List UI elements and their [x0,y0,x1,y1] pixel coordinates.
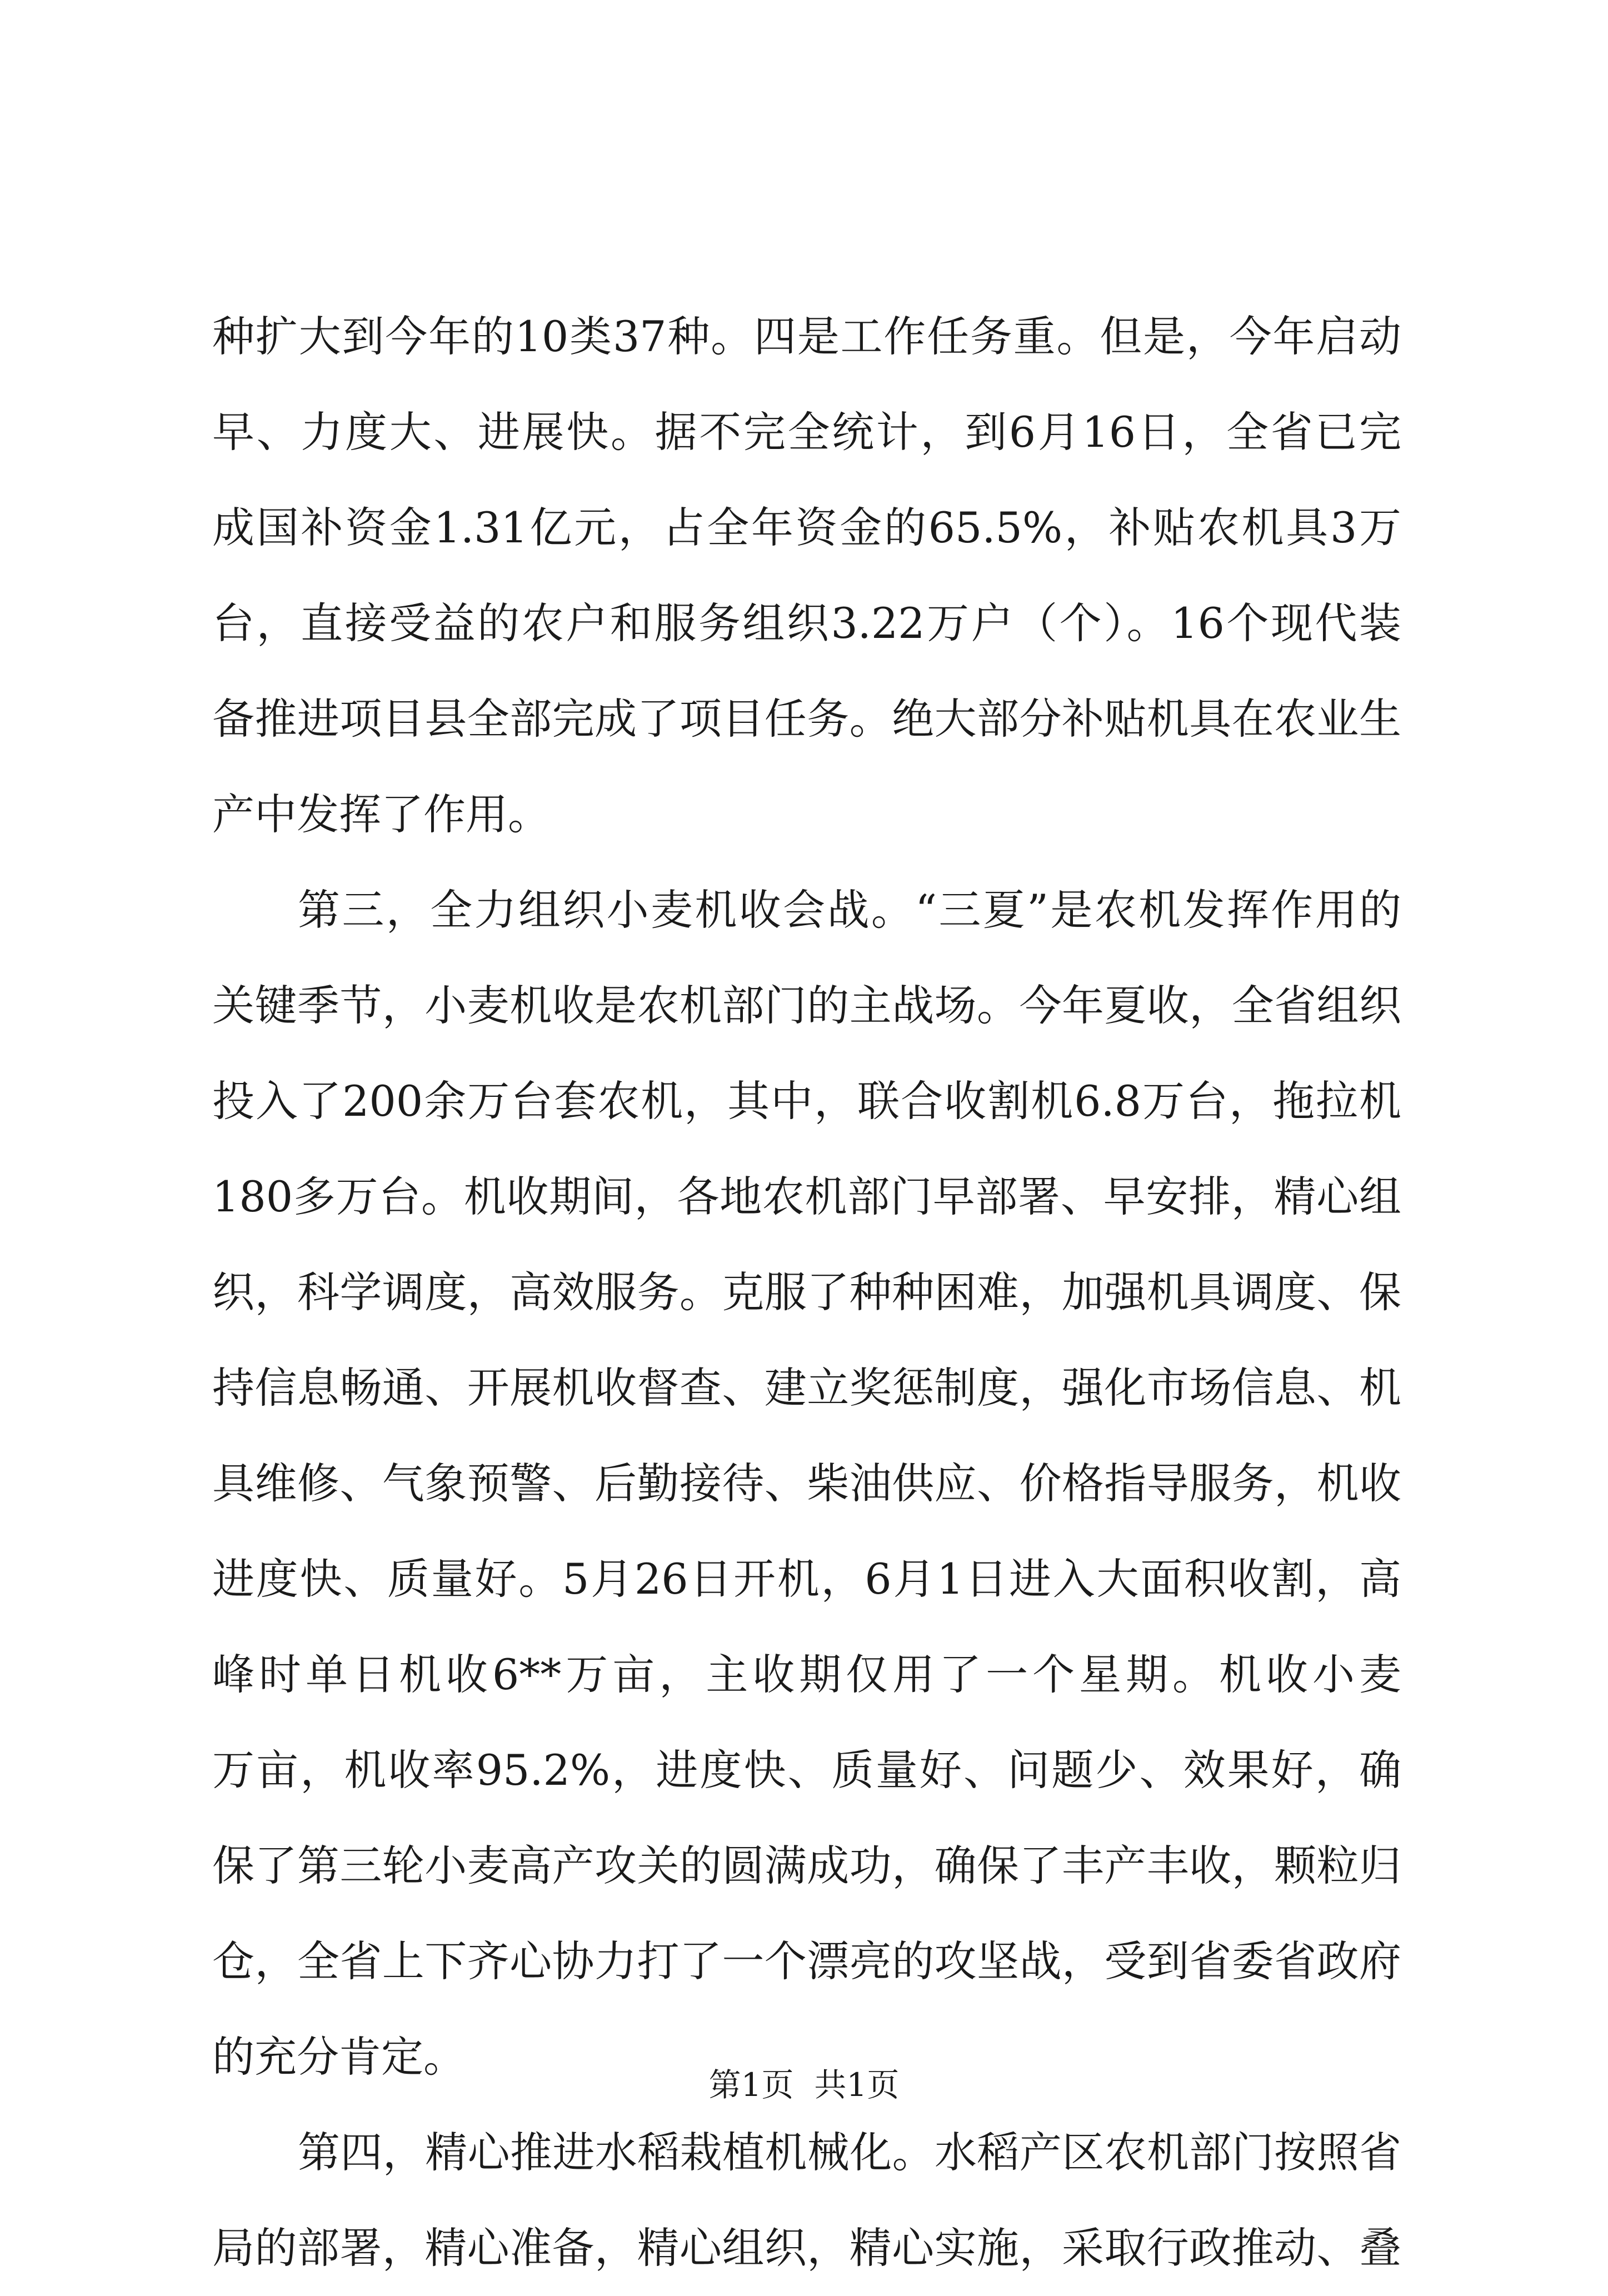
text-line: 第三，全力组织小麦机收会战。“三夏”是农机发挥作用的 [298,885,1401,935]
text-line: 局的部署，精心准备，精心组织，精心实施，采取行政推动、叠 [212,2223,1401,2273]
text-line: 成国补资金1.31亿元，占全年资金的65.5%，补贴农机具3万 [212,503,1401,552]
text-line: 保了第三轮小麦高产攻关的圆满成功，确保了丰产丰收，颗粒归 [212,1841,1401,1890]
text-line: 进度快、质量好。5月26日开机，6月1日进入大面积收割，高 [212,1554,1401,1604]
text-line: 备推进项目县全部完成了项目任务。绝大部分补贴机具在农业生 [212,694,1401,743]
document-body [212,289,1401,2296]
text-line: 的充分肯定。 [212,2032,466,2082]
text-line: 关键季节，小麦机收是农机部门的主战场。今年夏收，全省组织 [212,981,1401,1030]
page-footer: 第1页 共1页 [708,2066,900,2104]
text-line: 台，直接受益的农户和服务组织3.22万户（个）。16个现代装 [212,598,1401,648]
text-line: 织，科学调度，高效服务。克服了种种困难，加强机具调度、保 [212,1267,1401,1317]
text-line: 持信息畅通、开展机收督查、建立奖惩制度，强化市场信息、机 [212,1363,1401,1412]
text-line: 投入了200余万台套农机，其中，联合收割机6.8万台，拖拉机 [212,1076,1401,1126]
text-line: 具维修、气象预警、后勤接待、柴油供应、价格指导服务，机收 [212,1459,1401,1508]
text-line: 早、力度大、进展快。据不完全统计，到6月16日，全省已完 [212,407,1401,457]
text-line: 产中发挥了作用。 [212,790,550,839]
text-line: 180多万台。机收期间，各地农机部门早部署、早安排，精心组 [212,1172,1401,1221]
text-line: 种扩大到今年的10类37种。四是工作任务重。但是，今年启动 [212,312,1401,361]
text-line: 万亩，机收率95.2%，进度快、质量好、问题少、效果好，确 [212,1745,1401,1795]
text-line: 峰时单日机收6**万亩，主收期仅用了一个星期。机收小麦 [212,1650,1401,1699]
text-line: 仓，全省上下齐心协力打了一个漂亮的攻坚战，受到省委省政府 [212,1936,1401,1986]
text-line: 第四，精心推进水稻栽植机械化。水稻产区农机部门按照省 [298,2128,1401,2177]
